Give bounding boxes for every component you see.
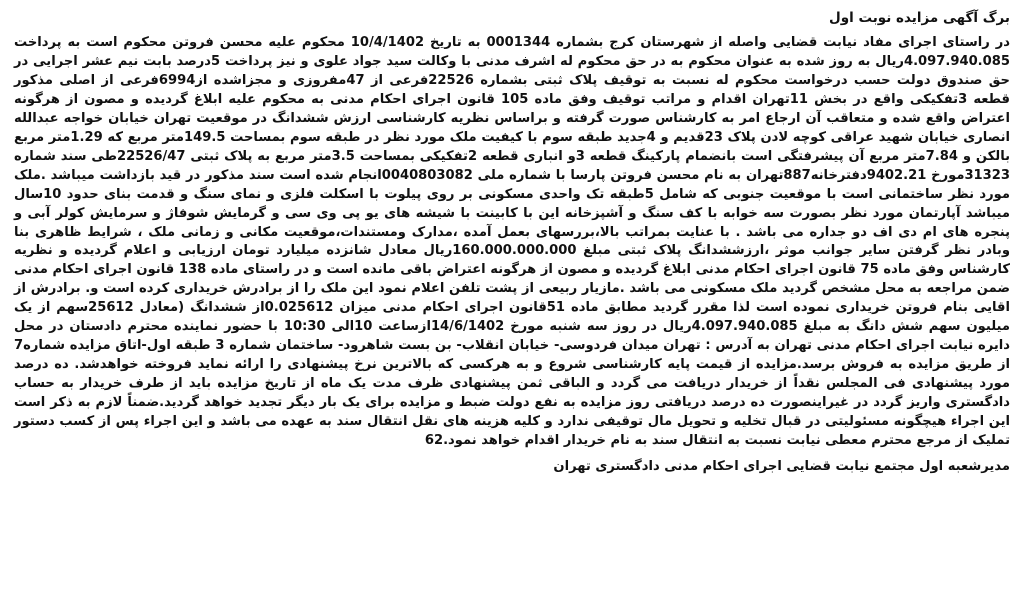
notice-body-paragraph: در راستای اجرای مفاد نیابت قضایی واصله از شهرستان کرج بشماره 0001344 به تاریخ 10/4/1402 محکوم علیه محسن فروتن محکوم است به پرداخت 4.097.940.085ریال به روز شده به عنوان محکوم به در حق محکوم له اشرف مدنی با وکالت سید جواد علوی و نیز پرداخت 5درصد بابت نیم عشر اجرایی در حق صندوق دولت حسب درخواست محکوم له نسبت به توقیف پلاک ثبتی بشماره 22526فرعی از 47مفروزی و مجزاشده از6994فرعی از اصلی مذکور قطعه 3تفکیکی واقع در بخش 11تهران اقدام و مراتب توقیف وفق ماده 105 قانون اجرای احکام مدنی به محکوم علیه ابلاغ گردیده و مصون از هرگونه اعتراض واقع شده و متعاقب آن ارجاع امر به کارشناس صورت گرفته و براساس نظریه کارشناسی ارزش ششدانگ در موقعیت تهران خیابان خواجه عبدالله انصاری خیابان شهید عراقی کوچه لادن پلاک 23قدیم و 4جدید طبقه سوم با کیفیت ملک مورد نظر در طبقه سوم بمساحت 149.5متر مربع که 1.29متر مربع بالکن و 7.84متر مربع آن پیشرفتگی است بانضمام پارکینگ قطعه 3و انباری قطعه 2تفکیکی بمساحت 3.5متر مربع به پلاک ثبتی 22526/47طی سند شماره 31323مورخ 9402.21دفترخانه887تهران به نام محسن فروتن پارسا با شماره ملی 0040803082انجام شده است سند مذکور در قید بازداشت میباشد .ملک مورد نظر ساختمانی است با موقعیت جنوبی که شامل 5طبقه تک واحدی مسکونی بر روی پیلوت با اسکلت فلزی و نمای سنگ و قدمت بنای حدود 10سال میباشد آپارتمان مورد نظر بصورت سه خوابه با کف سنگ و آشپزخانه این با کابینت با شیشه های یو پی وی سی و گرمایش شوفاژ و سرمایش کولر آبی و پنجره های ام دی اف دو جداره می باشد . با عنایت بمراتب بالا،بررسهای بعمل آمده ،مدارک ومستندات،موقعیت مکانی و زمانی ملک ، شرایط ظاهری بنا وبادر نظر گرفتن سایر جوانب موثر ،ارزششدانگ پلاک ثبتی مبلغ 160.000.000.000ریال معادل شانزده میلیارد تومان ارزیابی و اعلام گردیده و نظریه کارشناس وفق ماده 75 قانون اجرای احکام مدنی ابلاغ گردیده و مصون از هرگونه اعتراض باقی مانده است و در راستای ماده 138 قانون اجرای احکام مدنی ضمن مراجعه به محل مشخص گردید ملک مسکونی می باشد .مازیار ربیعی از پشت تلفن اعلام نمود این ملک را از برادرش خریداری کرده است و. برادرش از اقایی بنام فروتن خریداری نموده است لذا مقرر گردید مطابق ماده 51قانون اجرای احکام مدنی میزان 0.025612از ششدانگ (معادل 25612سهم از یک میلیون سهم شش دانگ به مبلغ 4.097.940.085ریال در روز سه شنبه مورخ 14/6/1402ازساعت 10الی 10:30 با حضور نماینده محترم دادستان در محل دایره نیابت اجرای احکام مدنی تهران به آدرس : تهران میدان فردوسی- خیابان انقلاب- بن بست شاهرود- ساختمان شماره 3 طبقه اول-اتاق مزایده شماره7 از طریق مزایده به فروش برسد.مزایده از قیمت پایه کارشناسی شروع و به هرکسی که بالاترین نرخ پیشنهادی را ارائه نماید فروخته خواهدشد. ده درصد مورد پیشنهادی فی المجلس نقداً از خریدار دریافت می گردد و الباقی ثمن پیشنهادی ظرف مدت یک ماه از تاریخ مزایده باید از طرف خریدار به حساب دادگستری واریز گردد در غیراینصورت ده درصد دریافتی روز مزایده به نفع دولت ضبط و مزایده برای یک بار دیگر تجدید خواهد گردید.ضمناً لازم به ذکر است این اجراء هیچگونه مسئولیتی در قبال تخلیه و تحویل مال توقیفی ندارد و کلیه هزینه های نقل انتقال سند به عهده می باشد و این اجراء پس از کسب دستور تملیک از مرجع محترم معطی نیابت نسبت به انتقال سند به نام خریدار اقدام خواهد نمود.62 <box>14 35 1011 449</box>
notice-title: برگ آگهی مزایده نوبت اول <box>829 10 1010 26</box>
notice-signature: مدیرشعبه اول مجتمع نیابت قضایی اجرای احکام مدنی دادگستری تهران <box>553 458 1010 474</box>
